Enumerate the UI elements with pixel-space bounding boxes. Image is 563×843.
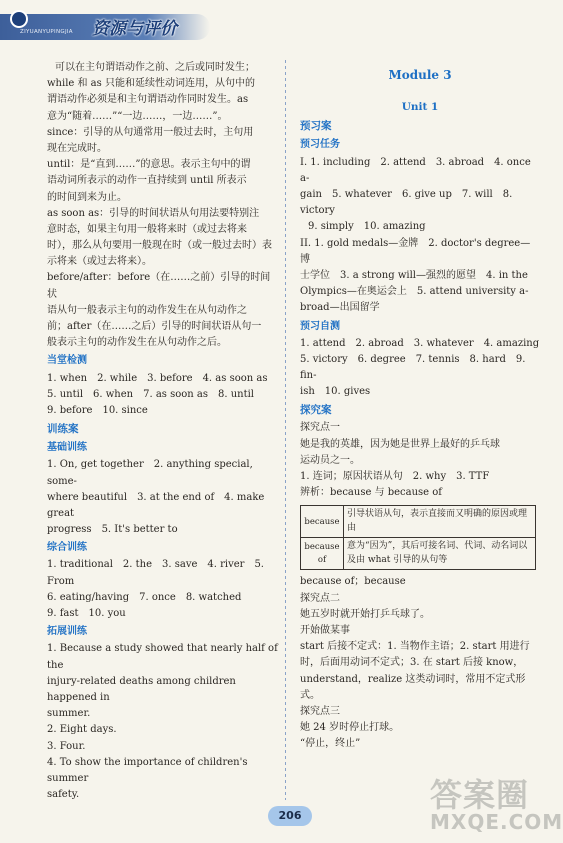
answer-line: summer.	[47, 708, 91, 720]
table-cell-key: because	[301, 506, 344, 538]
answer-line: progress 5. It's better to	[47, 524, 178, 536]
text-line: 前；after（在……之后）引导的时间状语从句一	[47, 321, 262, 332]
answer-line: 1. when 2. while 3. before 4. as soon as	[47, 372, 268, 384]
explore-label: 探究点一	[300, 422, 340, 434]
section-title-tanjiu: 探究案	[300, 404, 332, 417]
header-pinyin: ZIYUANYUPINGJIA	[20, 29, 73, 35]
text-line: 运动员之一。	[300, 454, 360, 466]
text-line: “停止，终止”	[300, 738, 361, 750]
text-line: 式。	[300, 689, 320, 701]
section-title-zonghe: 综合训练	[47, 542, 87, 554]
answer-line: 士学位 3. a strong will—强烈的愿望 4. in the	[300, 269, 528, 281]
text-line: 时，后面用动词不定式；3. 在 start 后接 know，	[300, 657, 524, 669]
answer-line: 9. before 10. since	[47, 404, 148, 416]
answer-line: 5. victory 6. degree 7. tennis 8. hard 9. fin-	[300, 353, 526, 382]
text-line: 意时态，如果主句用一般将来时（或过去将来	[47, 223, 247, 235]
text-line: 她是我的英雄，因为她是世界上最好的乒乓球	[300, 438, 500, 450]
text-line: 的时间到来为止。	[47, 191, 127, 203]
explore-label: 探究点三	[300, 705, 340, 717]
text-line: 时），那么从句要用一般现在时（或一般过去时）表示将来（或过去将来）。	[47, 240, 272, 268]
text-line: since：引导的从句通常用一般过去时，主句用	[47, 126, 254, 138]
text-line: understand，realize 这类动词时，常用不定式形	[300, 673, 526, 685]
table-row	[301, 506, 536, 538]
answer-line: 1. On, get together 2. anything special, some-	[47, 459, 253, 487]
section-title-yuxi-zice: 预习自测	[300, 320, 340, 332]
section-title-yuxi-renwu: 预习任务	[300, 139, 340, 151]
answer-line: gain 5. whatever 6. give up 7. will 8. victory	[300, 189, 513, 217]
table-row	[301, 538, 536, 570]
text-line: 意为“随着……”“一边……，一边……”。	[47, 110, 228, 122]
answer-line: safety.	[47, 789, 80, 801]
section-title-jichu: 基础训练	[47, 442, 87, 454]
answer-line: 2. Eight days.	[47, 724, 117, 736]
explore-label: 探究点二	[300, 592, 340, 604]
comparison-table	[300, 505, 536, 570]
watermark-text: 答案圈	[430, 776, 530, 814]
left-column	[47, 60, 279, 803]
text-line: 语动词所表示的动作一直持续到 until 所表示	[47, 175, 247, 187]
answer-line: 1. attend 2. abroad 3. whatever 4. amazing	[300, 337, 540, 349]
section-title-yuxi: 预习案	[300, 120, 332, 133]
text-line: 她五岁时就开始打乒乓球了。	[300, 608, 430, 620]
answer-line: 9. simply 10. amazing	[308, 221, 426, 233]
text-line: 现在完成时。	[47, 142, 107, 154]
unit-title: Unit 1	[401, 101, 439, 114]
text-line: 般表示主句的动作发生在从句动作之后。	[47, 337, 227, 349]
table-cell-desc: 引导状语从句，表示直接而又明确的原因或理由	[344, 506, 536, 538]
answer-line: because of；because	[300, 576, 406, 588]
table-cell-key: because of	[301, 538, 344, 570]
answer-line: Olympics—在奥运会上 5. attend university a-	[300, 286, 529, 298]
module-title: Module 3	[388, 68, 452, 82]
page-header	[0, 0, 563, 50]
answer-line: broad—出国留学	[300, 302, 380, 314]
text-line: 谓语动作必须是和主句谓语动作同时发生。as	[47, 94, 249, 106]
section-title-dangtang: 当堂检测	[47, 355, 87, 367]
page-number: 206	[268, 806, 312, 826]
section-title-xunlian: 训练案	[47, 423, 79, 436]
text-line: 她 24 岁时停止打球。	[300, 722, 400, 734]
answer-line: II. 1. gold medals—金牌 2. doctor's degree—博	[300, 237, 531, 265]
answer-line: 5. until 6. when 7. as soon as 8. until	[47, 388, 254, 400]
book-logo-icon	[10, 10, 28, 28]
answer-line: 4. To show the importance of children's summer	[47, 756, 248, 784]
text-line: 语从句一般表示主句的动作发生在从句动作之	[47, 304, 247, 316]
answer-line: I. 1. including 2. attend 3. abroad 4. once a-	[300, 156, 531, 184]
text-line: start 后接不定式：1. 当物作主语；2. start 用进行	[300, 641, 530, 653]
watermark-url: MXQE.COM	[430, 810, 563, 834]
text-line: as soon as：引导的时间状语从句用法要特别注	[47, 207, 260, 219]
text-line: 辨析：because 与 because of	[300, 487, 443, 499]
column-divider	[285, 60, 286, 800]
answer-line: where beautiful 3. at the end of 4. make great	[47, 491, 265, 519]
text-line: 1. 连词；原因状语从句 2. why 3. TTF	[300, 471, 490, 482]
text-line: while 和 as 只能和延续性动词连用，从句中的	[47, 78, 255, 90]
section-title-tuozhan: 拓展训练	[47, 626, 87, 638]
answer-line: injury-related deaths among children happened in	[47, 675, 236, 703]
answer-line: ish 10. gives	[300, 386, 371, 398]
text-line: 开始做某事	[300, 624, 350, 636]
answer-line: 9. fast 10. you	[47, 608, 126, 619]
text-line: before/after：before（在……之前）引导的时间状	[47, 272, 271, 300]
text-line: 可以在主句谓语动作之前、之后或同时发生；	[55, 62, 255, 73]
header-title: 资源与评价	[92, 19, 177, 39]
watermark	[430, 770, 563, 834]
text-line: until：是“直到……”的意思。表示主句中的谓	[47, 159, 251, 171]
right-column	[300, 60, 540, 752]
answer-line: 3. Four.	[47, 740, 86, 752]
answer-line: 1. Because a study showed that nearly half of the	[47, 643, 278, 671]
answer-line: 6. eating/having 7. once 8. watched	[47, 591, 242, 603]
answer-line: 1. traditional 2. the 3. save 4. river 5. From	[47, 559, 264, 587]
table-cell-desc: 意为“因为”，其后可接名词、代词、动名词以及由 what 引导的从句等	[344, 538, 536, 570]
